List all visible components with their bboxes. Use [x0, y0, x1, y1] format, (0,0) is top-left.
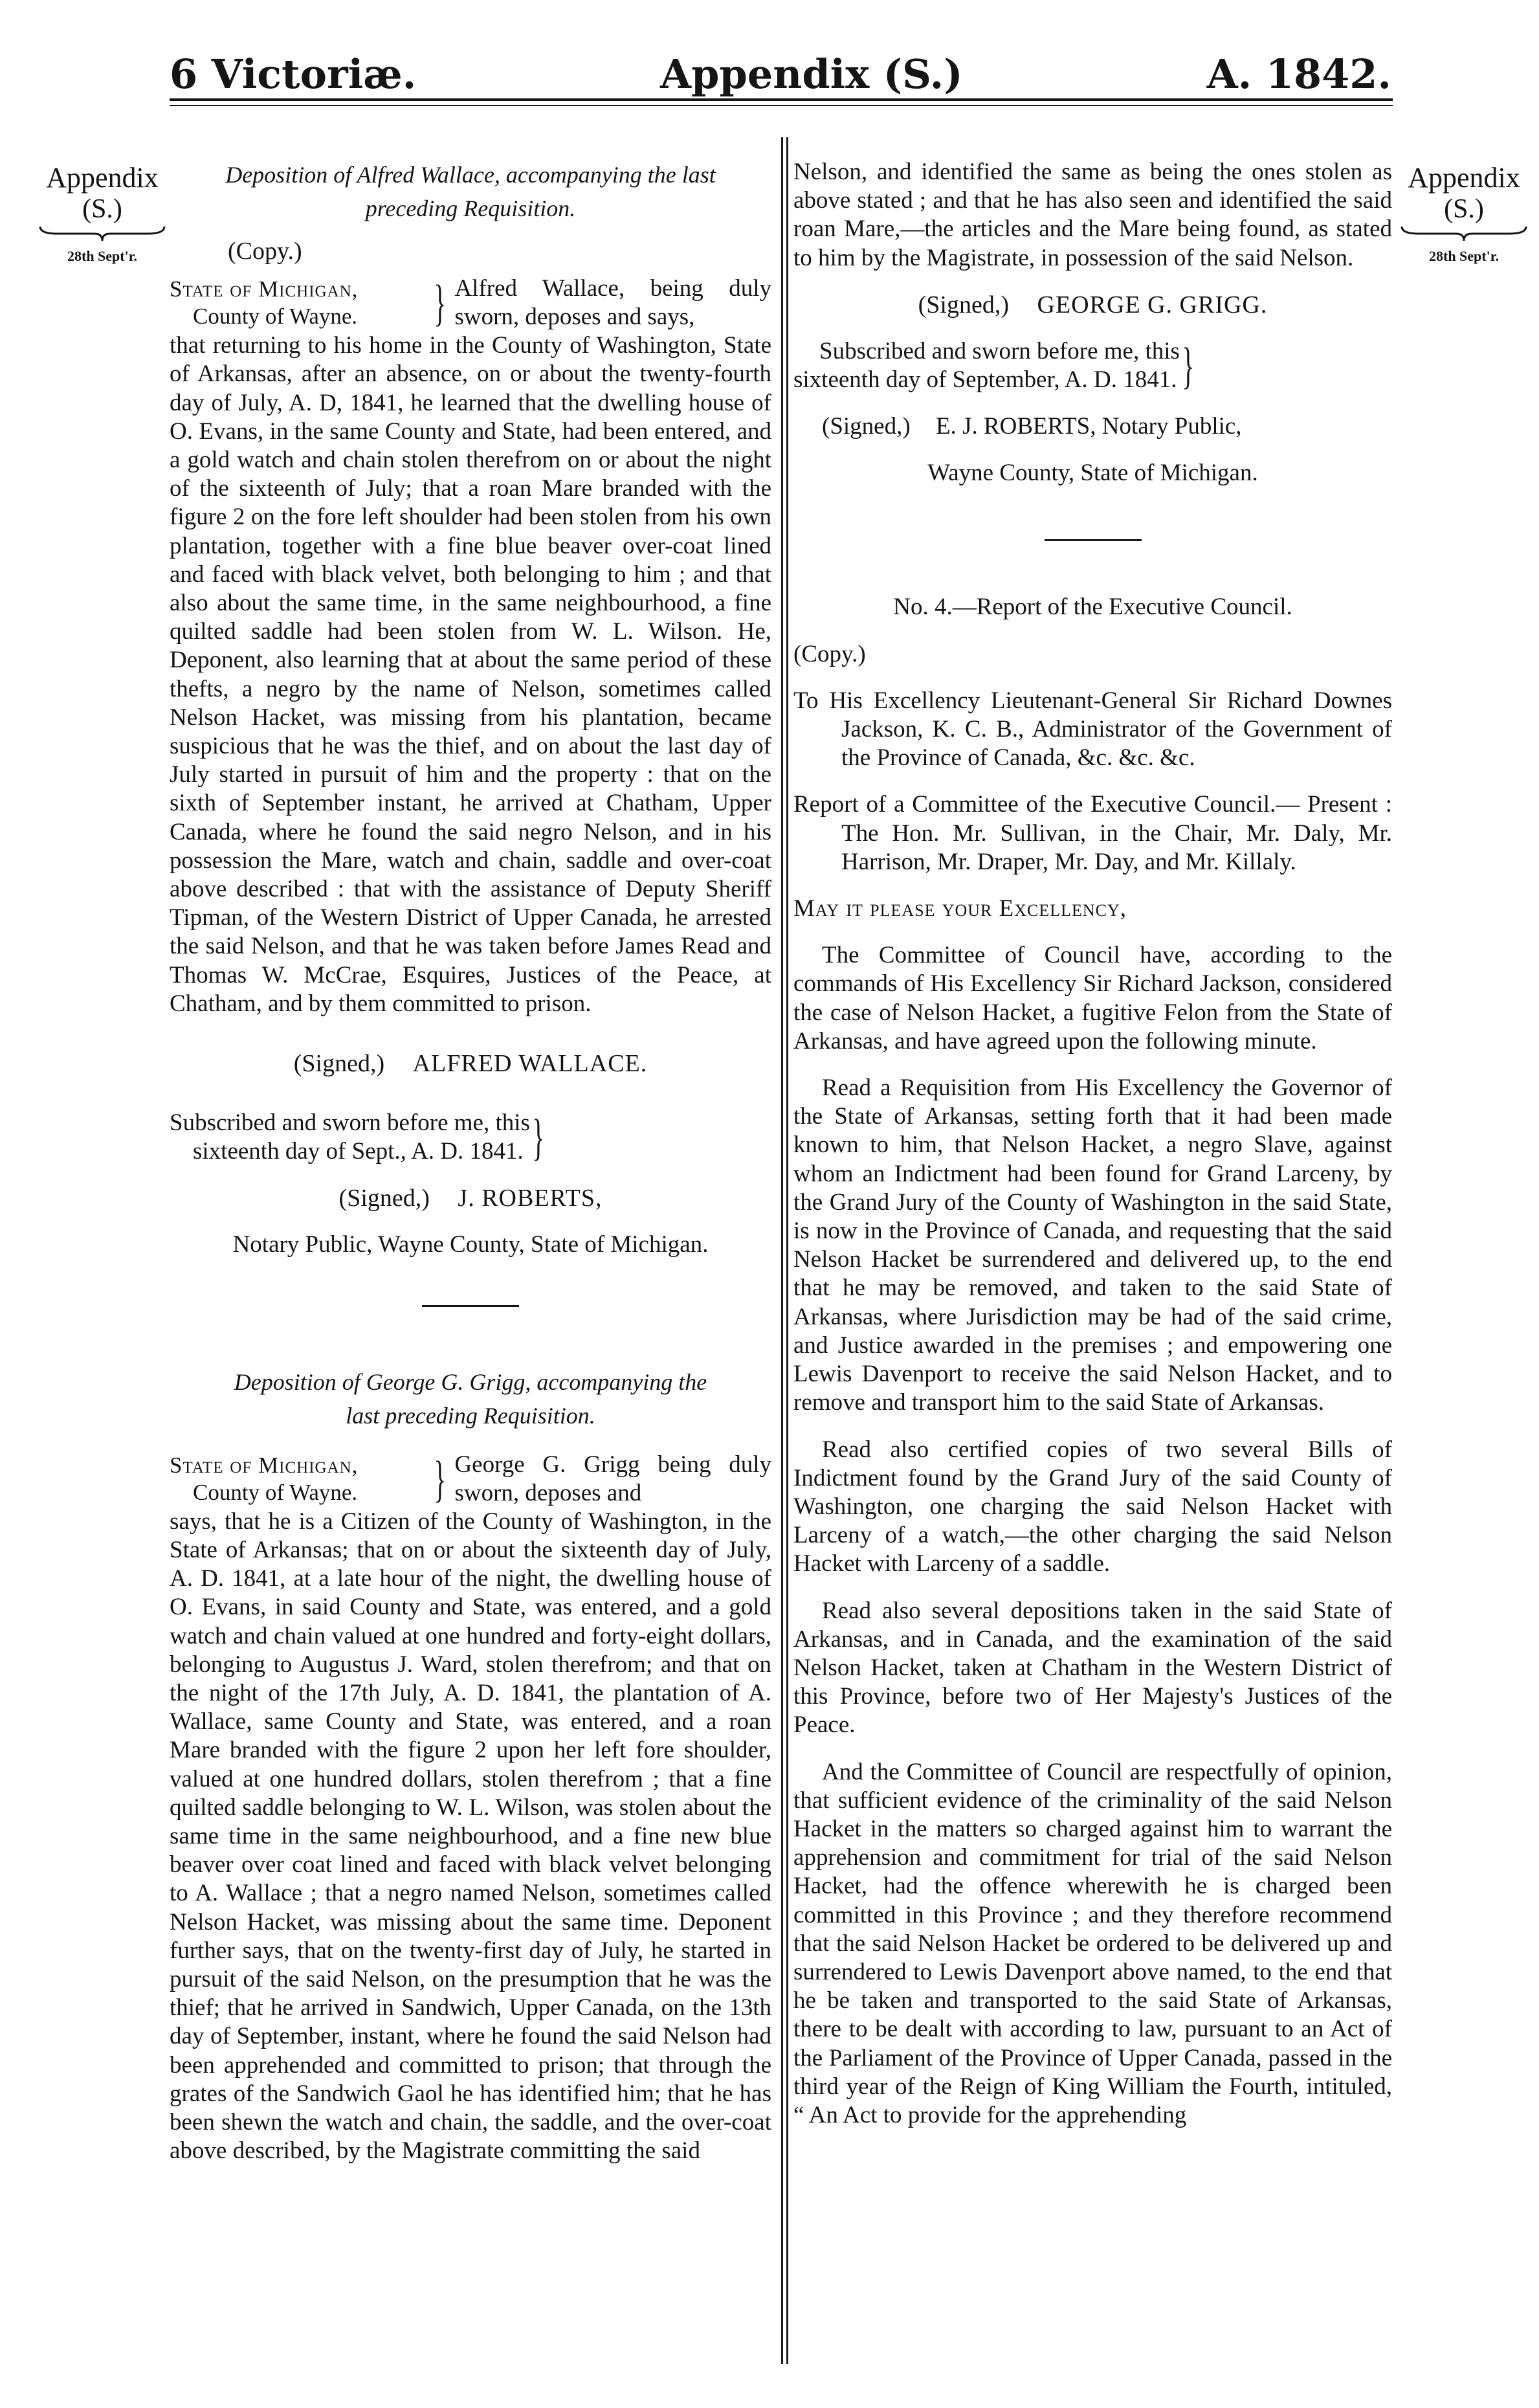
- venue-state: State of Michigan,: [170, 276, 359, 302]
- grigg-subscribed: [793, 337, 1392, 394]
- report-paragraph-1: The Committee of Council have, according to the commands of His Excellency Sir Richard Jackson, considered the case of Nelson Hacket, a fugitive Felon from the State of Arkansas, and have agreed upon the following minute.: [793, 942, 1392, 1054]
- wallace-venue: [170, 274, 771, 331]
- salutation: May it please your Excellency,: [793, 895, 1127, 922]
- address-line: To His Excellency Lieutenant-General Sir Richard Downes Jackson, K. C. B., Administrator of the Government of the Province of Canada, &c. &c. &c.: [793, 687, 1392, 772]
- grigg-title-line1: Deposition of George G. Grigg, accompanying the: [234, 1368, 707, 1395]
- margin-note-title: Appendix: [46, 162, 159, 194]
- wallace-deposition-body: that returning to his home in the County of Washington, State of Arkansas, after an absence, on or about the twenty-fourth day of July, A. D, 1841, he learned that the dwelling house of O. Evans, in the same County and State, had been entered, and a gold watch and chain stolen therefrom on or about the night of the sixteenth of July; that a roan Mare branded with the figure 2 on the fore left shoulder had been stolen from his own plantation, together with a fine blue beaver over-coat lined and faced with black velvet, both belonging to him ; and that also about the same time, in the same neighbourhood, a fine quilted saddle had been stolen from W. L. Wilson. He, Deponent, also learning that at about the same period of these thefts, a negro by the name of Nelson, sometimes called Nelson Hacket, was missing from his plantation, became suspicious that he was the thief, and on about the last day of July started in pursuit of him and the property : that on the sixth of September instant, he arrived at Chatham, Upper Canada, where he found the said negro Nelson, and in his possession the Mare, watch and chain, saddle and over-coat above described : that with the assistance of Deputy Sheriff Tipman, of the Western District of Upper Canada, he arrested the said Nelson, and that he was taken before James Read and Thomas W. McCrae, Esquires, Justices of the Peace, at Chatham, and by them committed to prison.: [170, 332, 771, 1017]
- column-divider-right: [786, 137, 788, 2364]
- margin-note-date: 28th Sept'r.: [67, 248, 137, 264]
- grigg-deposition-body: says, that he is a Citizen of the County of Washington, in the State of Arkansas; that on or about the sixteenth day of July, A. D. 1841, at a late hour of the night, the dwelling house of O. Evans, in said County and State, was entered, and a gold watch and chain valued at one hundred and forty-eight dollars, belonging to Augustus J. Ward, stolen therefrom; and that on the night of the 17th July, A. D. 1841, the plantation of A. Wallace, same County and State, was entered, and a roan Mare branded with the figure 2 upon her left fore shoulder, valued at one hundred dollars, stolen therefrom ; that a fine quilted saddle belonging to W. L. Wilson, was stolen about the same time in the same neighbourhood, and a fine new blue beaver over coat lined and faced with black velvet belonging to A. Wallace ; that a negro named Nelson, sometimes called Nelson Hacket, was missing about the same time. Deponent further says, that on the twenty-first day of July, he started in pursuit of the said Nelson, on the presumption that he was the thief; that he arrived in Sandwich, Upper Canada, on the 13th day of September, instant, where he found the said Nelson had been apprehended and committed to prison; that through the grates of the Sandwich Gaol he has identified him; that he has been shewn the watch and chain, the saddle, and the over-coat above described, by the Magistrate committing the said: [170, 1508, 771, 2165]
- grigg-venue: [170, 1451, 771, 1508]
- notary-title: Notary Public, Wayne County, State of Michigan.: [232, 1231, 709, 1258]
- copy-label: (Copy.): [228, 238, 302, 265]
- curly-brace-icon: [38, 225, 167, 242]
- grigg-title-line2: last preceding Requisition.: [346, 1402, 595, 1429]
- section-divider: [422, 1305, 519, 1307]
- margin-note-title: Appendix: [1408, 162, 1520, 194]
- venue-lines: [170, 1452, 432, 1506]
- notary-signature: [793, 412, 1392, 441]
- subscribed-line2: sixteenth day of Sept., A. D. 1841.: [193, 1138, 524, 1165]
- section-divider: [1045, 539, 1142, 541]
- signed-name: GEORGE G. GRIGG.: [1037, 291, 1268, 318]
- venue-statement: George G. Grigg being duly sworn, deposes and: [454, 1451, 771, 1506]
- subscribed-line1: Subscribed and sworn before me, this: [819, 338, 1180, 365]
- committee-line: Report of a Committee of the Executive Council.— Present : The Hon. Mr. Sullivan, in the Chair, Mr. Daly, Mr. Harrison, Mr. Draper, Mr. Day, and Mr. Killaly.: [793, 791, 1392, 875]
- notary-signature: [170, 1184, 771, 1212]
- brace-icon: }: [532, 1109, 545, 1166]
- subscribed-text: [170, 1109, 530, 1166]
- left-column: [170, 158, 771, 2165]
- margin-note-date: 28th Sept'r.: [1429, 248, 1499, 264]
- signed-label: (Signed,): [918, 291, 1009, 318]
- page-title: Appendix (S.): [660, 50, 963, 98]
- curly-brace-icon: [1399, 225, 1529, 242]
- signed-name: ALFRED WALLACE.: [412, 1050, 648, 1078]
- venue-lines: [170, 276, 432, 330]
- notary-title: Wayne County, State of Michigan.: [927, 460, 1258, 487]
- notary-name: E. J. ROBERTS, Notary Public,: [935, 413, 1242, 440]
- report-paragraph-5: And the Committee of Council are respectfully of opinion, that sufficient evidence of the criminality of the said Nelson Hacket in the matters so charged against him to warrant the apprehension and commitment for trial of the said Nelson Hacket, had the offence wherewith he is charged been committed in this Province ; and they therefore recommend that the said Nelson Hacket be ordered to be delivered up and surrendered to Lewis Davenport above named, to the end that he be taken and transported to the said State of Arkansas, there to be dealt with according to law, pursuant to an Act of the Parliament of the Province of Upper Canada, passed in the third year of the Reign of King William the Fourth, intituled, “ An Act to provide for the apprehending: [793, 1758, 1392, 2128]
- copy-label: (Copy.): [793, 640, 866, 667]
- venue-county: County of Wayne.: [193, 1479, 358, 1505]
- signed-label: (Signed,): [293, 1050, 385, 1078]
- wallace-title-line1: Deposition of Alfred Wallace, accompanying the last: [225, 162, 716, 188]
- report-title: No. 4.—Report of the Executive Council.: [893, 594, 1292, 621]
- wallace-title-line2: preceding Requisition.: [365, 195, 576, 221]
- grigg-signature: [793, 291, 1392, 319]
- venue-county: County of Wayne.: [193, 304, 358, 329]
- signed-label: (Signed,): [338, 1185, 430, 1212]
- subscribed-line1: Subscribed and sworn before me, this: [170, 1109, 530, 1137]
- subscribed-text: [793, 337, 1180, 394]
- header-rule-thin: [170, 105, 1393, 106]
- page-header: [0, 45, 1539, 104]
- venue-statement: Alfred Wallace, being duly sworn, deposes and says,: [454, 275, 771, 331]
- grigg-deposition-continued: Nelson, and identified the same as being the ones stolen as above stated ; and that he has also seen and identified the said roan Mare,—the articles and the Mare being found, as stated to him by the Magistrate, in possession of the said Nelson.: [793, 159, 1392, 271]
- regnal-year: 6 Victoriæ.: [170, 50, 417, 98]
- margin-note-right: [1397, 162, 1531, 265]
- column-divider-left: [781, 137, 783, 2364]
- brace-icon: }: [434, 274, 447, 331]
- right-column: [793, 158, 1392, 2130]
- year-label: A. 1842.: [1206, 50, 1391, 98]
- report-paragraph-2: Read a Requisition from His Excellency the Governor of the State of Arkansas, setting forth that it had been made known to him, that Nelson Hacket, a negro Slave, against whom an Indictment had been found for Grand Larceny, by the Grand Jury of the County of Washington in the said State, is now in the Province of Canada, and requesting that the said Nelson Hacket be surrendered and delivered up, to the end that he may be removed, and taken to the said State of Arkansas, where Jurisdiction may be had of the said crime, and Justice awarded in the premises ; and empowering one Lewis Davenport to receive the said Nelson Hacket, and to remove and transport him to the said State of Arkansas.: [793, 1075, 1392, 1416]
- report-paragraph-3: Read also certified copies of two several Bills of Indictment found by the Grand Jury of the said County of Washington, one charging the said Nelson Hacket with Larceny of a watch,—the other charging the said Nelson Hacket with Larceny of a saddle.: [793, 1436, 1392, 1577]
- notary-name: J. ROBERTS,: [458, 1185, 603, 1212]
- brace-icon: }: [1182, 337, 1195, 394]
- report-paragraph-4: Read also several depositions taken in the said State of Arkansas, and in Canada, and the examination of the said Nelson Hacket, taken at Chatham in the Western District of this Province, before two of Her Majesty's Justices of the Peace.: [793, 1597, 1392, 1739]
- margin-note-subtitle: (S.): [82, 194, 122, 224]
- venue-state: State of Michigan,: [170, 1452, 359, 1478]
- wallace-signature: [170, 1049, 771, 1078]
- subscribed-line2: sixteenth day of September, A. D. 1841.: [793, 366, 1177, 394]
- margin-note-left: [34, 162, 171, 265]
- margin-note-subtitle: (S.): [1444, 194, 1484, 224]
- brace-icon: }: [434, 1450, 447, 1507]
- signed-label: (Signed,): [822, 413, 911, 440]
- wallace-subscribed: [170, 1109, 771, 1166]
- header-rule-thick: [170, 98, 1393, 101]
